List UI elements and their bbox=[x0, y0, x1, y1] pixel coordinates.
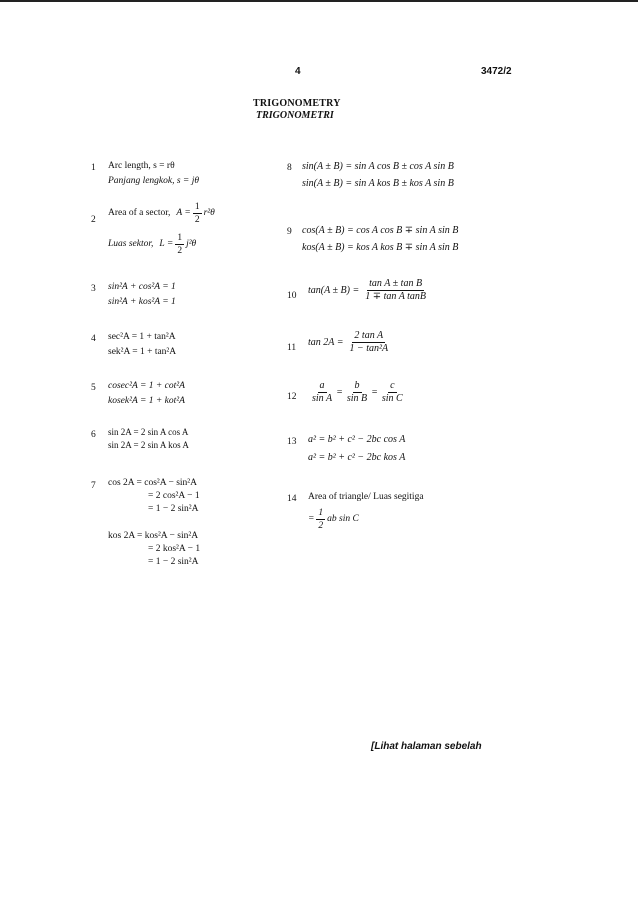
section-title-malay: TRIGONOMETRI bbox=[256, 110, 334, 121]
equals-sign: = bbox=[308, 514, 315, 524]
formula-line: cos(A ± B) = cos A cos B ∓ sin A sin B bbox=[302, 225, 459, 236]
formula-label-malay: Luas sektor, bbox=[108, 239, 154, 249]
formula-rhs: ab sin C bbox=[327, 514, 359, 524]
section-title: TRIGONOMETRY bbox=[253, 98, 341, 109]
formula-number: 6 bbox=[91, 430, 96, 440]
formula-13-cosine-rule bbox=[308, 431, 405, 467]
formula-10-tan-sum bbox=[308, 278, 430, 303]
formula-line: sin²A + cos²A = 1 bbox=[108, 282, 176, 292]
fraction-half: $\frac{1}{2}$ bbox=[318, 508, 324, 531]
fraction: $\frac{b}{\text{sin B}}$ bbox=[346, 380, 368, 404]
formula-line: Area of triangle/ Luas segitiga bbox=[308, 492, 424, 502]
formula-number: 7 bbox=[91, 481, 96, 491]
formula-number: 12 bbox=[287, 392, 297, 402]
formula-line: = 1 − 2 sin²A bbox=[148, 504, 199, 514]
formula-line: Arc length, s = rθ bbox=[108, 161, 175, 171]
formula-number: 5 bbox=[91, 383, 96, 393]
formula-line: Panjang lengkok, s = jθ bbox=[108, 176, 200, 186]
formula-line: = 2 cos²A − 1 bbox=[148, 491, 200, 501]
formula-number: 14 bbox=[287, 494, 297, 504]
fraction: $\frac{\text{2 tan A}}{\text{1 − tan²A}}$ bbox=[349, 330, 389, 354]
formula-line: kos 2A = kos²A − sin²A bbox=[108, 531, 199, 541]
formula-line: sin 2A = 2 sin A cos A bbox=[108, 427, 189, 437]
formula-line: kosek²A = 1 + kot²A bbox=[108, 396, 185, 406]
formula-number: 9 bbox=[287, 227, 292, 237]
formula-number: 4 bbox=[91, 334, 96, 344]
formula-12-sine-rule bbox=[308, 380, 407, 405]
formula-rhs-malay: j²θ bbox=[186, 239, 197, 249]
formula-line: = 1 − 2 sin²A bbox=[148, 557, 199, 567]
page-number: 4 bbox=[295, 66, 301, 77]
formula-line: cosec²A = 1 + cot²A bbox=[108, 381, 185, 391]
formula-line: sek²A = 1 + tan²A bbox=[108, 347, 177, 357]
formula-line: cos 2A = cos²A − sin²A bbox=[108, 478, 197, 488]
formula-line: a² = b² + c² − 2bc cos A bbox=[308, 434, 406, 445]
formula-line: sin(A ± B) = sin A kos B ± kos A sin B bbox=[302, 178, 454, 189]
fraction-half: $\frac{1}{2}$ bbox=[177, 233, 183, 256]
fraction: $\frac{a}{\text{sin A}}$ bbox=[312, 380, 333, 404]
formula-line: = 2 kos²A − 1 bbox=[148, 544, 201, 554]
formula-5-cosecant bbox=[108, 379, 185, 409]
formula-line: sin²A + kos²A = 1 bbox=[108, 297, 176, 307]
footer-next-page: [Lihat halaman sebelah bbox=[371, 741, 482, 752]
formula-line: sec²A = 1 + tan²A bbox=[108, 332, 176, 342]
formula-number: 1 bbox=[91, 163, 96, 173]
formula-line: kos(A ± B) = kos A kos B ∓ sin A sin B bbox=[302, 242, 459, 253]
formula-11-double-tan bbox=[308, 330, 392, 355]
paper-code: 3472/2 bbox=[481, 66, 512, 77]
formula-label: Area of a sector, bbox=[108, 208, 171, 218]
formula-line: a² = b² + c² − 2bc kos A bbox=[308, 452, 406, 463]
fraction: $\frac{\text{tan A ± tan B}}{\text{1 ∓ tan A tanB}}$ bbox=[365, 278, 427, 302]
formula-lhs: tan 2A = bbox=[308, 337, 344, 348]
formula-line: sin(A ± B) = sin A cos B ± cos A sin B bbox=[302, 161, 454, 172]
formula-number: 8 bbox=[287, 163, 292, 173]
formula-number: 2 bbox=[91, 215, 96, 225]
formula-6-double-sin bbox=[108, 426, 189, 452]
equals-sign: = bbox=[336, 387, 343, 398]
formula-7-double-cos bbox=[108, 477, 200, 569]
formula-lhs: tan(A ± B) = bbox=[308, 285, 360, 296]
formula-9-cos-sum bbox=[302, 222, 458, 256]
formula-3-pythagorean bbox=[108, 280, 176, 310]
formula-number: 10 bbox=[287, 291, 297, 301]
formula-14-triangle-area bbox=[308, 490, 424, 532]
scan-edge bbox=[0, 0, 638, 2]
formula-8-sin-sum bbox=[302, 158, 454, 192]
formula-1-arc-length bbox=[108, 159, 199, 189]
formula-2-sector-area: Area of a sector, A = $\frac{1}{2}$ r²θ Luas sektor, L = $\frac{1}{2}$ j²θ bbox=[108, 202, 215, 256]
formula-number: 13 bbox=[287, 437, 297, 447]
formula-rhs: r²θ bbox=[203, 208, 215, 218]
formula-line: sin 2A = 2 sin A kos A bbox=[108, 440, 189, 450]
formula-4-secant bbox=[108, 330, 176, 360]
formula-number: 11 bbox=[287, 343, 297, 353]
equals-sign: = bbox=[371, 387, 378, 398]
fraction: $\frac{c}{\text{sin C}}$ bbox=[381, 380, 403, 404]
fraction-half: $\frac{1}{2}$ bbox=[194, 202, 200, 225]
formula-number: 3 bbox=[91, 284, 96, 294]
